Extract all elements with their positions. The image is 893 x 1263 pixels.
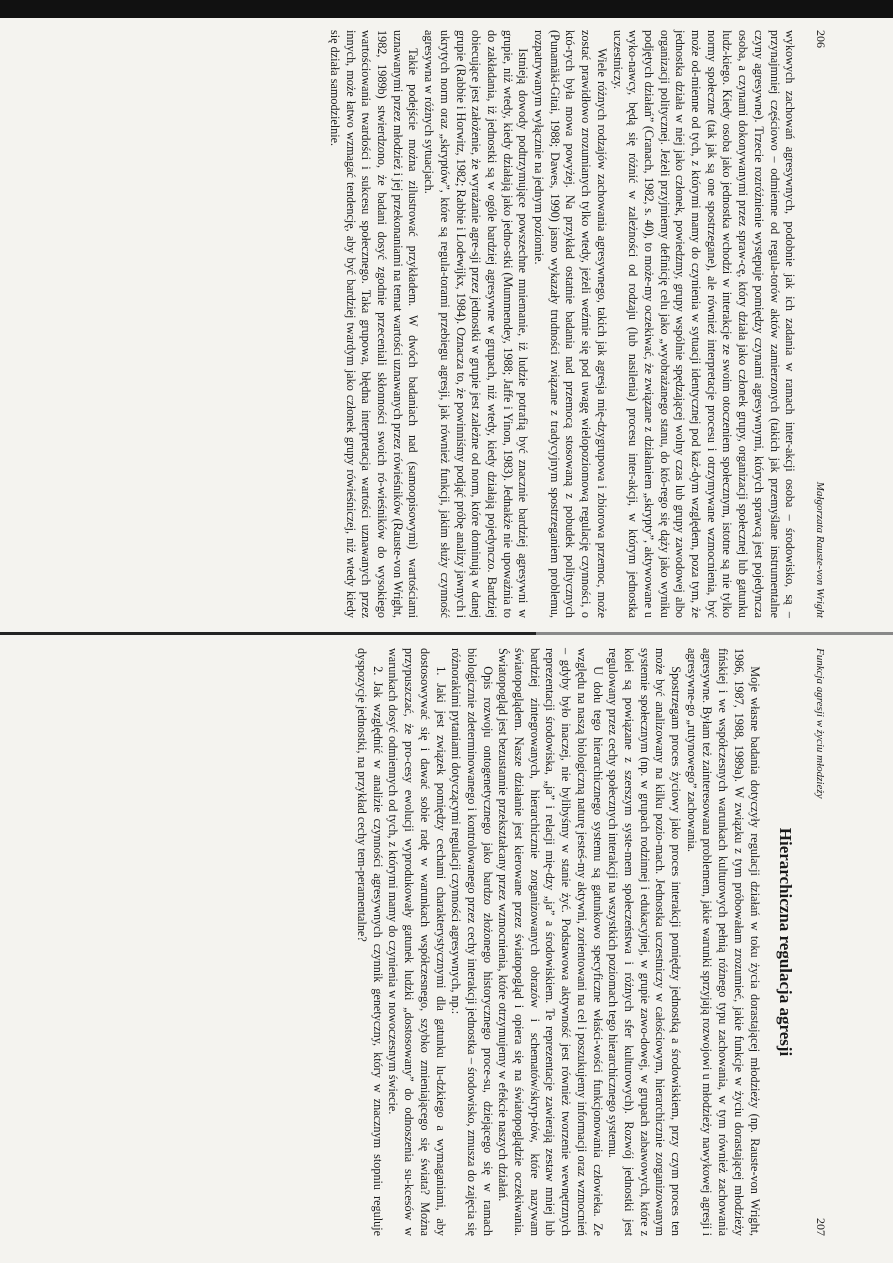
paragraph: wykowych zachowań agresywnych, podobnie jak ich zadania w ramach inter-akcji osoba – środowisko, są – przynajmniej częściowo – odmienne od regula-torów aktów zamierzonych (takich jak przemyślane instrumentalne czyny agresywne). Trzecie rozróżnienie występuje pomiędzy czynami agresywnymi, których sprawcą jest pojedyncza osoba, a czynami dokonywanymi przez spraw-cę, który działa jako członek grupy, organizacji społecznej lub gatunku ludz-kiego. Kiedy osoba jako jednostka wchodzi w interakcje ze swoim otoczeniem społecznym, istotne są nie tylko normy społeczne (tak jak są one spostrzegane), ale również interpretacje procesu i otrzymywane wzmocnienia, być może od-mienne od tych, z którymi mamy do czynienia w sytuacji identycznej pod każ-dym względem, poza tym, że jednostka działa w niej jako członek, powiedzmy, grupy wspólnie spędzającej wolny czas lub grupy zawodowej albo organizacji politycznej. Jeżeli przyjmiemy definicję celu jako „wyobrażanego stanu, do któ-rego się dąży jako wyniku podjętych działań” (Cranach, 1982, s. 40), to może-my oczekiwać, że związane z działaniem „skrypty”, aktywowane u wyko-nawcy, będą się różnić w zależności od rodzaju (lub nasilenia) procesu inter-akcji, w którym jednostka uczestniczy.: [610, 30, 798, 618]
paragraph: Takie podejście można zilustrować przykładem. W dwóch badaniach nad (samoopisowymi) wartościami uznawanymi przez młodzież i jej przekonaniami na temat wartości uznawanych przez rówieśników (Rauste-von Wright, 1982, 1989b) stwierdzono, że badani dosyć zgodnie przeceniali skłonności swoich ró-wieśników do wysokiego wartościowania twardości i sukcesu społecznego. Taka grupowa, błędna interpretacja wartości uznawanych przez innych, może łatwo wzmagać tendencję, aby być bardziej twardym jako członek grupy rówieśniczej, niż wtedy kiedy się działa samodzielnie.: [327, 30, 421, 618]
page-number: 206: [814, 30, 828, 48]
paragraph: Spostrzegam proces życiowy jako proces interakcji pomiędzy jednostką a środowiskiem, przy czym proces ten może być analizowany na kilku pozio-mach. Jednostka uczestniczy w całościowym, hierarchicznie zorganizowanym systemie społecznym (np. w grupach rodzinnej i edukacyjnej, w grupie zawo-dowej, w grupach zabawowych, które z kolei są powiązane z szerszym syste-mem społeczeństwa i różnych sfer kulturowych). Rozwój jednostki jest regulowany przez cechy społecznych interakcji na wszystkich poziomach tego hierarchicznego systemu.: [606, 648, 684, 1236]
lower-page: [43, 648, 828, 1236]
paragraph: Opis rozwoju ontogenetycznego jako bardzo złożonego historycznego proce-su, dziejącego się w ramach biologicznie zdeterminowanego i kontrolowanego przez cechy interakcji jednostka – środowisko, zmusza do zajęcia się różnorakimi pytaniami dotyczącymi regulacji czynności agresywnych, np.:: [449, 648, 495, 1236]
page-body: [326, 30, 797, 618]
page-body: [353, 648, 761, 1236]
running-head-title: Funkcja agresji w życiu młodzieży: [814, 648, 826, 799]
paragraph: Wiele różnych rodzajów zachowania agresywnego, takich jak agresja mię-dzygrupowa i zbiorowa przemoc, może zostać prawidłowo zrozumianych tylko wtedy, jeżeli weźmie się pod uwagę wielopoziomową regulację czynności, o któ-rych była mowa powyżej. Na przykład ostatnie badania nad przemocą stosowaną z pobudek politycznych (Punamäki-Gitai, 1988; Dawes, 1990) jasno wykazały trudności związane z tradycyjnym spostrzeganiem problemu, rozpatrywanym wyłącznie na jednym poziomie.: [532, 30, 609, 618]
paragraph: 2. Jak względnić w analizie czynności agresywnych czynnik genetyczny, który w znacznym stopniu reguluje dyspozycje jednostki, na przykład cechy tem-peramentalne?: [355, 648, 385, 1236]
paragraph: Istnieją dowody podtrzymujące powszechne mniemanie, iż ludzie potrafią być znacznie bardziej agresywni w grupie, niż wtedy, kiedy działają jako jedno-stki (Mummendey, 1988; Jaffe i Yinon, 1983). Jednakże nie upoważnia to do zakładania, iż jednostki są w ogóle bardziej agresywne w grupach, niż wtedy, kiedy działają pojedynczo. Bardziej obiecujące jest założenie, że wyrażanie agre-sji przez jednostki w grupie jest zależne od norm, które dominują w danej grupie (Rabbie i Horwitz, 1982; Rabbie i Lodewijkx, 1984). Oznacza to, że powinniśmy podjąć próbę analizy jawnych i ukrytych norm oraz „skryptów”, które są regula-torami przebiegu agresji, jak również funkcji, jakim służy czynność agresywna w różnych sytuacjach.: [422, 30, 531, 618]
section-title: Hierarchiczna regulacja agresji: [776, 827, 796, 1057]
page-fold-divider: [0, 632, 893, 635]
scan-top-edge: [0, 0, 893, 18]
running-head-author: Małgorzata Rauste-von Wright: [814, 481, 826, 618]
paragraph: 1. Jaki jest związek pomiędzy cechami charakterystycznymi dla gatunku lu-dzkiego a wymaganiami, aby dostosowywać się i dawać sobie radę w warunkach współczesnego, szybko zmieniającego się świata? Można przypuszczać, że pro-cesy ewolucji wyprodukowały gatunek ludzki „dostosowany” do odnoszenia su-kcesów w warunkach dosyć odmiennych od tych, z którymi mamy do czynienia w nowoczesnym świecie.: [386, 648, 448, 1236]
running-header: [811, 30, 828, 618]
upper-page: [43, 30, 828, 618]
running-header: [811, 648, 828, 1236]
paragraph: U dołu tego hierarchicznego systemu są gatunkowo specyficzne właści-wości funkcjonowania człowieka. Ze względu na naszą biologiczną naturę jesteś-my aktywni, zorientowani na cel i poszukujemy informacji oraz wzmocnień – gdyby było inaczej, nie bylibyśmy w stanie żyć. Podstawowa aktywność jest również tworzenie wewnętrznych reprezentacji środowiska, „ja” i relacji mię-dzy „ja” a środowiskiem. Te reprezentacje zawierają zestaw mniej lub bardziej zintegrowanych, hierarchicznie zorganizowanych obrazów i schematów/skryp-tów, które nazywam światopoglądem. Nasze działanie jest kierowane przez światopogląd i opiera się na światopoglądzie oczekiwania. Światopogląd jest bezustannie przekształcany przez wzmocnienia, które otrzymujemy w efekcie naszych działań.: [496, 648, 605, 1236]
paragraph: Moje własne badania dotyczyły regulacji działań w toku życia dorastającej młodzieży (np. Rauste-von Wright, 1986, 1987, 1988, 1989a). W związku z tym próbowałam zrozumieć, jakie funkcje w życiu dorastającej młodzieży fińskiej i we współczesnych warunkach kulturowych pełnią różnego typu zachowania, w tym również zachowania agresywne. Byłam też zainteresowana problemem, jakie warunki sprzyjają rozwojowi u młodzieży nawykowej agresji i agresywne-go „rutynowego” zachowania.: [684, 648, 762, 1236]
page-number: 207: [814, 1218, 828, 1236]
